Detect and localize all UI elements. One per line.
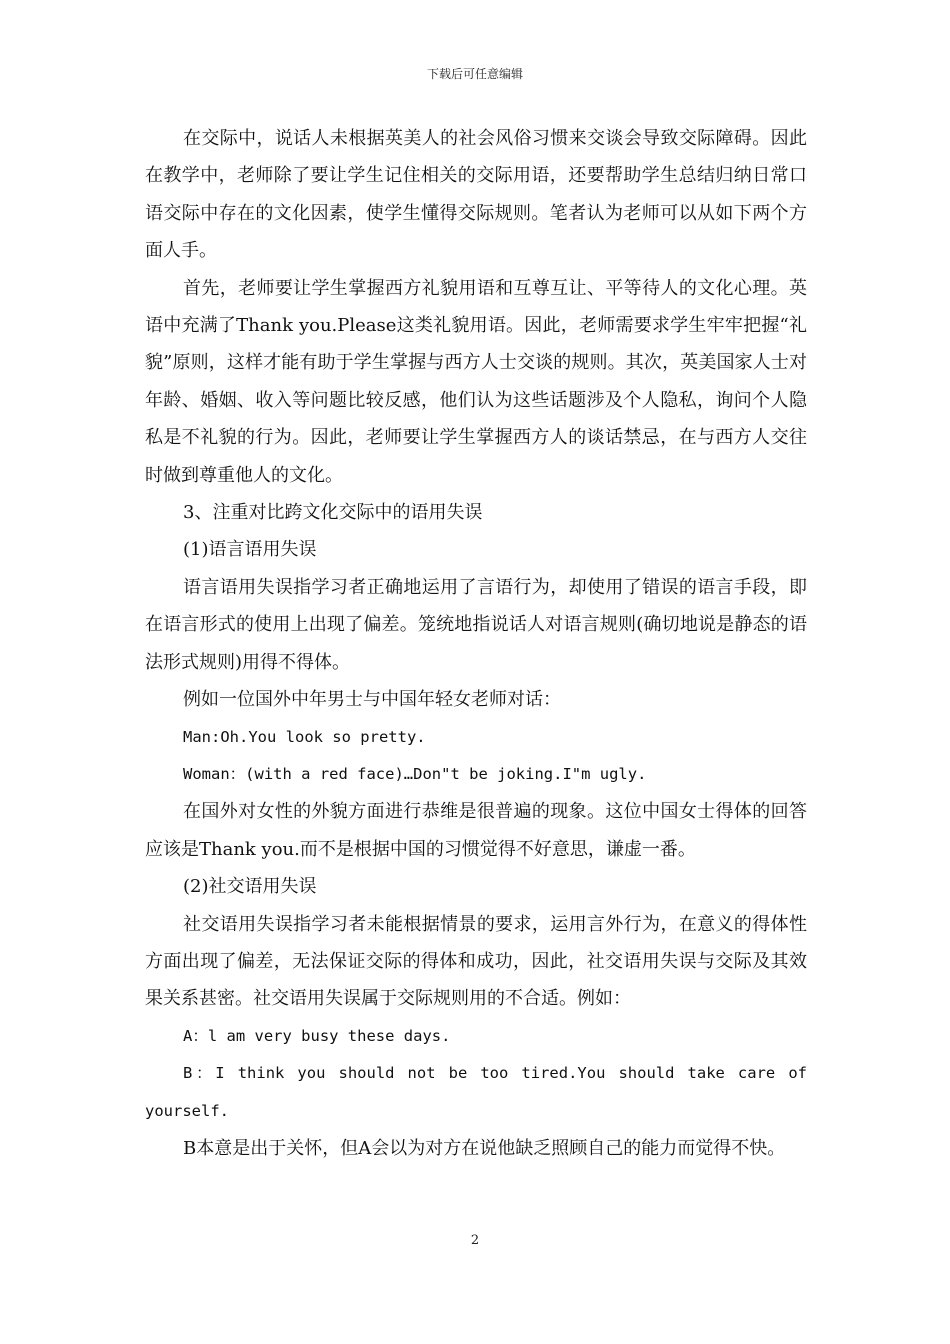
page-header: 下载后可任意编辑 <box>426 67 523 81</box>
paragraph: 例如一位国外中年男士与中国年轻女老师对话： <box>183 689 561 711</box>
page-number: 2 <box>470 1233 480 1248</box>
dialogue-line: A：l am very busy these days. <box>183 1026 451 1045</box>
paragraph: 语言语用失误指学习者正确地运用了言语行为，却使用了错误的语言手段，即在语言形式的使用上出现了偏差。笼统地指说话人对语言规则(确切地说是静态的语法形式规则)用得不得体。 <box>145 576 807 673</box>
paragraph: B本意是出于关怀，但A会以为对方在说他缺乏照顾自己的能力而觉得不快。 <box>183 1137 786 1159</box>
section-heading: 3、注重对比跨文化交际中的语用失误 <box>183 502 483 524</box>
subsection-heading: (1)语言语用失误 <box>183 539 317 561</box>
paragraph: 首先，老师要让学生掌握西方礼貌用语和互尊互让、平等待人的文化心理。英语中充满了Thank you.Please这类礼貌用语。因此，老师需要求学生牢牢把握“礼貌”原则，这样才能有助于学生掌握与西方人士交谈的规则。其次，英美国家人士对年龄、婚姻、收入等问题比较反感，他们认为这些话题涉及个人隐私，询问个人隐私是不礼貌的行为。因此，老师要让学生掌握西方人的谈话禁忌，在与西方人交往时做到尊重他人的文化。 <box>145 277 807 486</box>
subsection-heading: (2)社交语用失误 <box>183 876 317 898</box>
dialogue-line: Man:Oh.You look so pretty. <box>183 727 426 746</box>
document-body <box>145 120 807 1167</box>
dialogue-line: B：I think you should not be too tired.You should take care of yourself. <box>145 1064 807 1120</box>
dialogue-line: Woman：(with a red face)…Don"t be joking.I"m ugly. <box>183 764 647 783</box>
paragraph: 社交语用失误指学习者未能根据情景的要求，运用言外行为，在意义的得体性方面出现了偏差，无法保证交际的得体和成功，因此，社交语用失误与交际及其效果关系甚密。社交语用失误属于交际规则用的不合适。例如： <box>145 913 807 1010</box>
paragraph: 在交际中，说话人未根据英美人的社会风俗习惯来交谈会导致交际障碍。因此在教学中，老师除了要让学生记住相关的交际用语，还要帮助学生总结归纳日常口语交际中存在的文化因素，使学生懂得交际规则。笔者认为老师可以从如下两个方面人手。 <box>145 128 807 262</box>
paragraph: 在国外对女性的外貌方面进行恭维是很普遍的现象。这位中国女士得体的回答应该是Thank you.而不是根据中国的习惯觉得不好意思，谦虚一番。 <box>145 801 807 860</box>
